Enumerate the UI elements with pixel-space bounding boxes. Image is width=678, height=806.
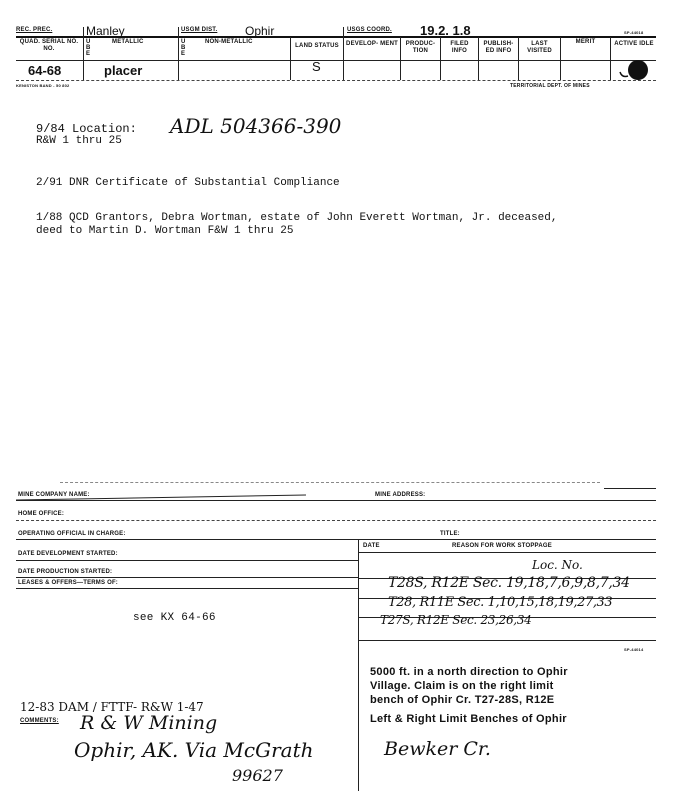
note-qcd: 1/88 QCD Grantors, Debra Wortman, estate of John Everett Wortman, Jr. deceased, <box>36 212 558 224</box>
production-label: PRODUC- TION <box>405 41 436 54</box>
mine-address-label: MINE ADDRESS: <box>375 492 426 498</box>
last-visited-label: LAST VISITED <box>527 41 552 54</box>
hand-loc-no: Loc. No. <box>532 558 583 572</box>
see-reference: see KX 64-66 <box>133 612 216 624</box>
non-metallic-label: NON-METALLIC <box>205 39 253 45</box>
filed-info-label: FILED INFO <box>450 41 469 54</box>
usgs-coord-label: USGS COORD. <box>347 27 392 33</box>
land-status-value: S <box>312 59 321 74</box>
home-office-label: HOME OFFICE: <box>18 511 65 517</box>
dept-mark: TERRITORIAL DEPT. OF MINES <box>510 83 590 89</box>
note-deed: deed to Martin D. Wortman F&W 1 thru 25 <box>36 225 294 237</box>
usgs-dist-label: USGM DIST. <box>181 27 218 33</box>
description-line-2: Village. Claim is on the right limit <box>370 680 554 692</box>
form-number: SP-44018 <box>624 30 644 35</box>
comments-label: COMMENTS: <box>20 718 59 724</box>
description-line-3: bench of Ophir Cr. T27-28S, R12E <box>370 694 555 706</box>
hand-comment-2: Ophir, AK. Via McGrath <box>74 738 314 762</box>
printer-mark: KENISTON BAND - 50 802 <box>16 83 70 88</box>
hand-comment-1: R & W Mining <box>80 712 218 734</box>
active-idle-label: ACTIVE IDLE <box>614 41 654 47</box>
usgs-dist-value: Ophir <box>245 24 275 38</box>
hand-creek: Bewker Cr. <box>384 738 491 760</box>
form-number-2: SP-44014 <box>624 647 644 652</box>
metallic-label: METALLIC <box>112 39 144 45</box>
merit-label: MERIT <box>575 39 596 45</box>
development-label: DEVELOP- MENT <box>346 41 398 47</box>
hand-row-3: T27S, R12E Sec. 23,26,34 <box>380 613 532 627</box>
prod-started-label: DATE PRODUCTION STARTED: <box>18 569 113 575</box>
date-label: DATE <box>363 543 380 549</box>
leases-label: LEASES & OFFERS—TERMS OF: <box>18 580 119 586</box>
deposit-type: placer <box>104 63 143 78</box>
serial-number: 64-68 <box>28 63 62 78</box>
note-adl-handwritten: ADL 504366-390 <box>170 114 342 138</box>
operating-official-label: OPERATING OFFICIAL IN CHARGE: <box>18 531 126 537</box>
hand-comment-3: 99627 <box>232 766 283 785</box>
note-rw: R&W 1 thru 25 <box>36 135 122 147</box>
hand-row-1: T28S, R12E Sec. 19,18,7,6,9,8,7,34 <box>388 575 630 591</box>
title-label: TITLE: <box>440 531 460 537</box>
land-status-label: LAND STATUS <box>295 43 339 49</box>
quad-serial-label: QUAD. SERIAL NO. NO. <box>19 39 79 52</box>
usgs-coord-value: 19.2. 1.8 <box>420 23 471 38</box>
reason-label: REASON FOR WORK STOPPAGE <box>452 543 552 549</box>
description-line-4: Left & Right Limit Benches of Ophir <box>370 713 567 725</box>
rec-prec-label: REC. PREC. <box>16 27 53 33</box>
description-line-1: 5000 ft. in a north direction to Ophir <box>370 666 568 678</box>
rec-prec-value: Manley <box>86 24 125 38</box>
note-location: 9/84 Location: <box>36 122 137 136</box>
note-dnr: 2/91 DNR Certificate of Substantial Compliance <box>36 177 340 189</box>
dev-started-label: DATE DEVELOPMENT STARTED: <box>18 551 118 557</box>
published-info-label: PUBLISH- ED INFO <box>483 41 514 54</box>
hand-dm-note: 12-83 DAM / FTTF- R&W 1-47 <box>20 700 204 714</box>
active-idle-mark <box>614 58 654 82</box>
mine-company-label: MINE COMPANY NAME: <box>18 492 90 498</box>
hand-row-2: T28, R11E Sec. 1,10,15,18,19,27,33 <box>388 595 613 610</box>
